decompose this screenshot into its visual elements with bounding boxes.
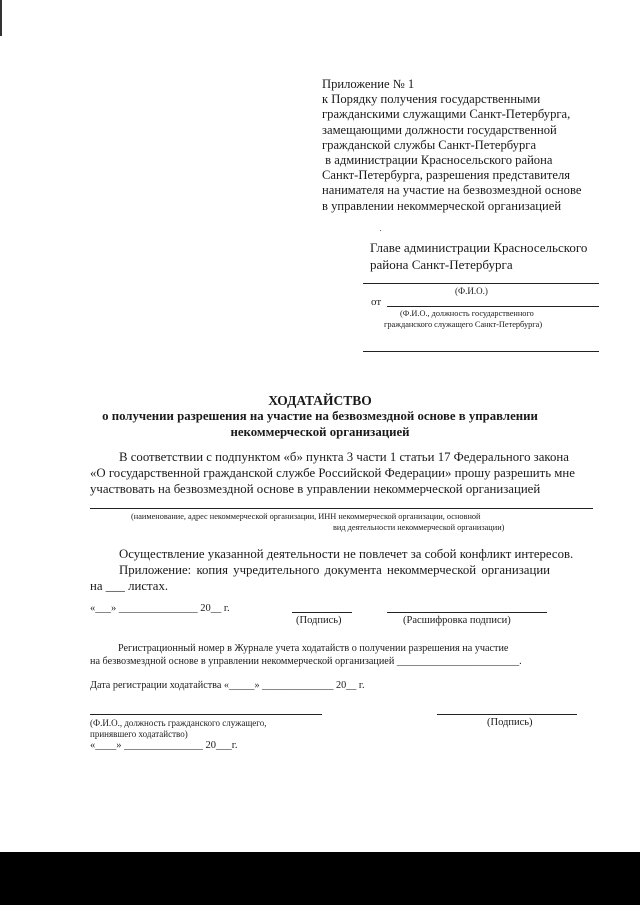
document-title: ХОДАТАЙСТВО [268, 393, 372, 408]
from-caption-2: гражданского служащего Санкт-Петербурга) [384, 320, 543, 329]
receiver-fio-line [90, 714, 322, 715]
fio-caption: (Ф.И.О.) [455, 286, 488, 296]
extra-blank-line [363, 351, 599, 352]
appendix-line: нанимателя на участие на безвозмездной основе [322, 183, 582, 198]
appendix-line: замещающими должности государственной [322, 122, 557, 137]
appendix-line: в администрации Красносельского района [322, 153, 553, 168]
appendix-block [322, 77, 622, 214]
fio-blank-line [363, 283, 599, 284]
signature-caption: (Подпись) [296, 615, 342, 626]
addressee-line-2: района Санкт-Петербурга [370, 256, 513, 272]
attachment-line-1: Приложение: копия учредительного документа некоммерческой организации [119, 563, 551, 577]
addressee-line-1: Главе администрации Красносельского [370, 240, 588, 255]
from-caption-1: (Ф.И.О., должность государственного [400, 309, 534, 318]
appendix-line: гражданской службы Санкт-Петербурга [322, 137, 537, 152]
request-line-3: участвовать на безвозмездной основе в управлении некоммерческой организацией [90, 482, 541, 496]
decode-caption: (Расшифровка подписи) [403, 615, 511, 626]
appendix-line: к Порядку получения государственными [322, 92, 541, 107]
request-line-2: «О государственной гражданской службе Российской Федерации» прошу разрешить мне [90, 466, 575, 480]
signature-date: «___» _______________ 20__ г. [90, 603, 230, 614]
request-line-1: В соответствии с подпунктом «б» пункта 3 части 1 статьи 17 Федерального закона [119, 450, 569, 464]
addressee-block [370, 240, 587, 273]
appendix-line: Приложение № 1 [322, 77, 415, 91]
receiver-sign-line [437, 714, 577, 715]
org-caption-2: вид деятельности некоммерческой организации) [333, 523, 505, 532]
receiver-caption-1: (Ф.И.О., должность гражданского служащего, [90, 718, 267, 728]
from-label: от [371, 296, 382, 308]
conflict-statement: Осуществление указанной деятельности не повлечет за собой конфликт интересов. [119, 547, 574, 561]
receiver-caption-2: принявшего ходатайство) [90, 729, 188, 739]
scan-border-bottom [0, 852, 640, 905]
document-subtitle-1: о получении разрешения на участие на безвозмездной основе в управлении [102, 409, 538, 423]
appendix-line: гражданскими служащими Санкт-Петербурга, [322, 107, 571, 122]
receiver-sign-caption: (Подпись) [487, 717, 533, 728]
org-blank-line [90, 508, 593, 509]
org-caption-1: (наименование, адрес некоммерческой организации, ИНН некоммерческой организации, основной [131, 512, 481, 521]
registration-date: Дата регистрации ходатайства «_____» ______________ 20__ г. [90, 680, 365, 691]
appendix-line: Санкт-Петербурга, разрешения представителя [322, 168, 571, 183]
registration-line-2: на безвозмездной основе в управлении некоммерческой организацией ________________________. [90, 656, 522, 667]
signature-line [292, 612, 352, 613]
registration-line-1: Регистрационный номер в Журнале учета ходатайств о получении разрешения на участие [118, 643, 509, 654]
receiver-date: «____» _______________ 20___г. [90, 740, 238, 751]
page-edge-mark [0, 0, 2, 36]
document-subtitle-2: некоммерческой организацией [230, 425, 410, 439]
scan-dot [380, 230, 381, 231]
decode-line [387, 612, 547, 613]
from-blank-line [387, 306, 599, 307]
appendix-line: в управлении некоммерческой организацией [322, 198, 562, 213]
attachment-line-2: на ___ листах. [90, 579, 169, 593]
